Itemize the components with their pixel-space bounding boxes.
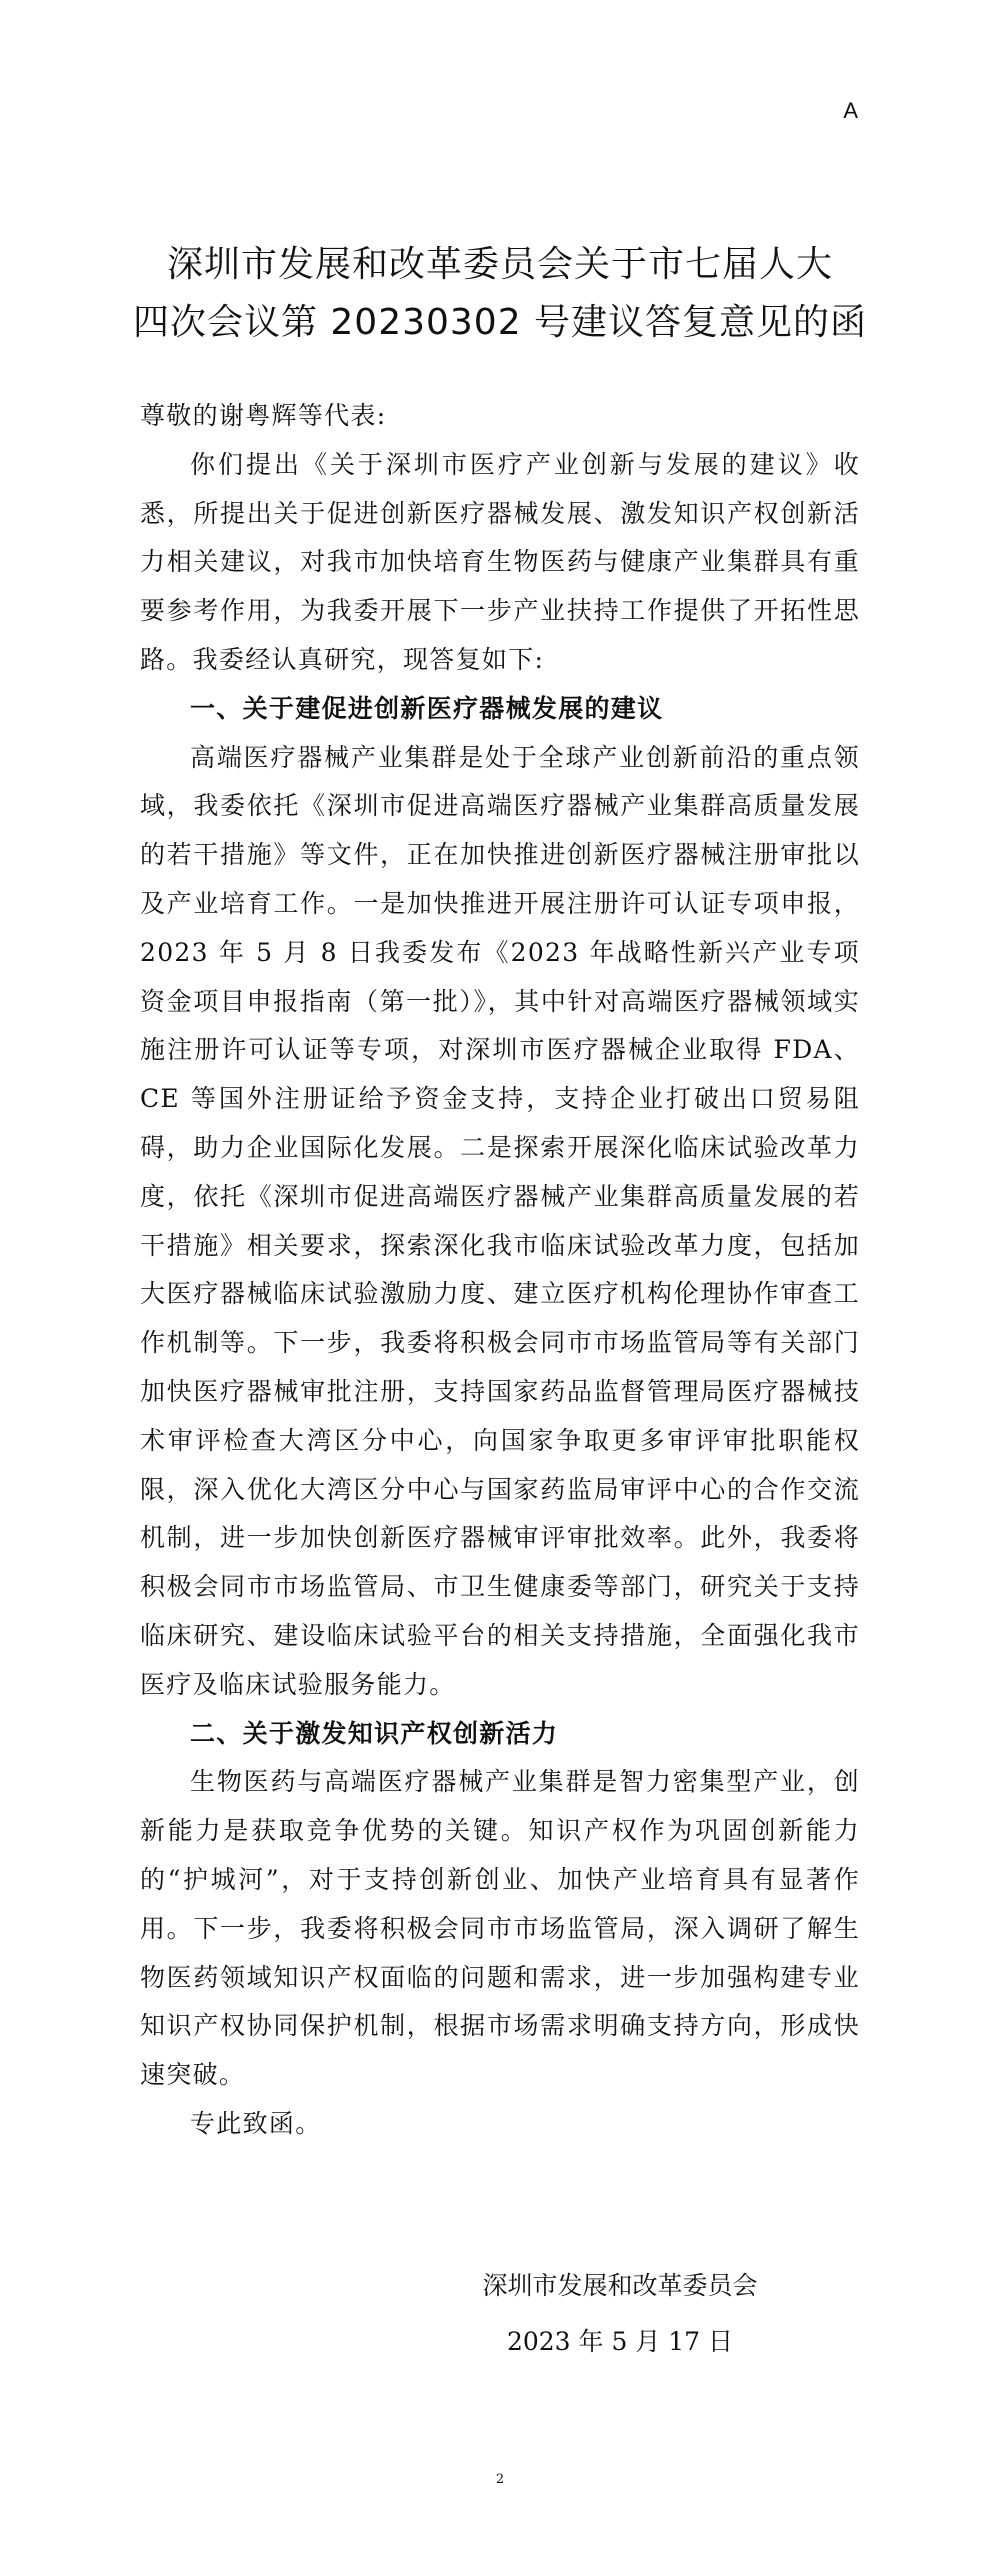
closing-line: 专此致函。 bbox=[190, 2108, 322, 2138]
section-1-paragraph: 高端医疗器械产业集群是处于全球产业创新前沿的重点领域，我委依托《深圳市促进高端医疗器械产业集群高质量发展的若干措施》等文件，正在加快推进创新医疗器械注册审批以及产业培育工作。一是加快推进开展注册许可认证专项申报，2023 年 5 月 8 日我委发布《2023 年战略性新兴产业专项资金项目申报指南（第一批）》，其中针对高端医疗器械领域实施注册许可认证等专项，对深圳市医疗器械企业取得 FDA、CE 等国外注册证给予资金支持，支持企业打破出口贸易阻碍，助力企业国际化发展。二是探索开展深化临床试验改革力度，依托《深圳市促进高端医疗器械产业集群高质量发展的若干措施》相关要求，探索深化我市临床试验改革力度，包括加大医疗器械临床试验激励力度、建立医疗机构伦理协作审查工作机制等。下一步，我委将积极会同市市场监管局等有关部门加快医疗器械审批注册，支持国家药品监督管理局医疗器械技术审评检查大湾区分中心，向国家争取更多审评审批职能权限，深入优化大湾区分中心与国家药监局审评中心的合作交流机制，进一步加快创新医疗器械审评审批效率。此外，我委将积极会同市市场监管局、市卫生健康委等部门，研究关于支持临床研究、建设临床试验平台的相关支持措施，全面强化我市医疗及临床试验服务能力。 bbox=[140, 742, 860, 1699]
signature-organization: 深圳市发展和改革委员会 bbox=[482, 2271, 758, 2300]
document-body bbox=[140, 392, 860, 2149]
section-2-heading: 二、关于激发知识产权创新活力 bbox=[190, 1718, 559, 1748]
document-title bbox=[0, 236, 1000, 352]
section-2-paragraph: 生物医药与高端医疗器械产业集群是智力密集型产业，创新能力是获取竞争优势的关键。知识产权作为巩固创新能力的“护城河”，对于支持创新创业、加快产业培育具有显著作用。下一步，我委将积极会同市市场监管局，深入调研了解生物医药领域知识产权面临的问题和需求，进一步加强构建专业知识产权协同保护机制，根据市场需求明确支持方向，形成快速突破。 bbox=[140, 1767, 860, 2090]
salutation: 尊敬的谢粤辉等代表: bbox=[140, 401, 387, 430]
signature-date: 2023 年 5 月 17 日 bbox=[506, 2327, 734, 2356]
document-title-line-1: 深圳市发展和改革委员会关于市七届人大 bbox=[166, 244, 833, 285]
signature-block bbox=[470, 2258, 770, 2370]
section-1-heading: 一、关于建促进创新医疗器械发展的建议 bbox=[190, 693, 664, 723]
page-number: 2 bbox=[495, 2472, 505, 2487]
document-title-line-2: 四次会议第 20230302 号建议答复意见的函 bbox=[132, 302, 868, 343]
intro-paragraph: 你们提出《关于深圳市医疗产业创新与发展的建议》收悉，所提出关于促进创新医疗器械发展、激发知识产权创新活力相关建议，对我市加快培育生物医药与健康产业集群具有重要参考作用，为我委开展下一步产业扶持工作提供了开拓性思路。我委经认真研究，现答复如下: bbox=[140, 449, 860, 674]
corner-mark: A bbox=[843, 98, 858, 123]
